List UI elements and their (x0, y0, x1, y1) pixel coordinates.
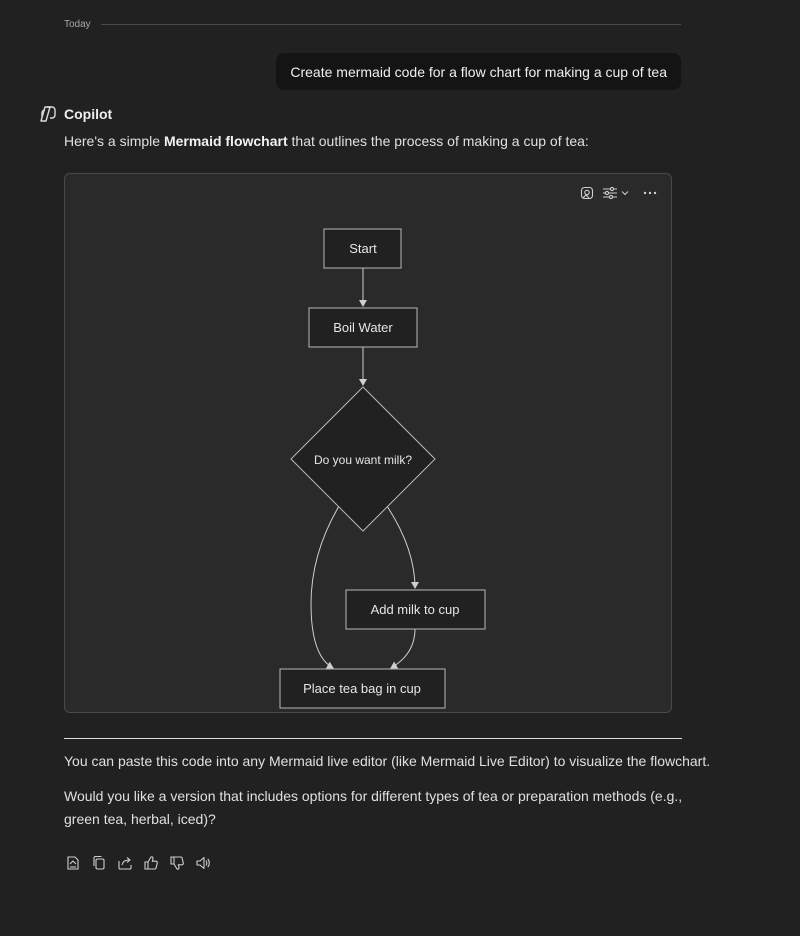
flowchart-svg (65, 174, 672, 713)
copy-icon[interactable] (90, 854, 108, 872)
node-milk (346, 590, 485, 629)
user-message-text: Create mermaid code for a flow chart for making a cup of tea (290, 63, 667, 80)
node-decision-label: Do you want milk? (313, 453, 413, 467)
node-decision (291, 387, 435, 531)
intro-bold: Mermaid flowchart (163, 133, 288, 149)
node-start (324, 229, 401, 268)
thumbs-down-icon[interactable] (168, 854, 186, 872)
intro-after: that outlines the process of making a cup of tea: (287, 133, 589, 149)
section-divider (64, 738, 682, 739)
assistant-header (38, 104, 112, 124)
edge-decision-milk (387, 506, 415, 588)
edge-decision-teabag (311, 506, 339, 668)
node-teabag-label: Place tea bag in cup (303, 681, 421, 696)
speaker-icon[interactable] (194, 854, 212, 872)
mermaid-diagram-card (64, 173, 672, 713)
share-icon[interactable] (116, 854, 134, 872)
assistant-name: Copilot (64, 106, 113, 122)
node-start-label: Start (349, 241, 377, 256)
thumbs-up-icon[interactable] (142, 854, 160, 872)
edge-milk-teabag (391, 629, 415, 668)
date-label: Today (64, 18, 91, 30)
intro-before: Here's a simple (64, 133, 164, 149)
paste-instructions-text: You can paste this code into any Mermaid live editor (like Mermaid Live Editor) to visualize the flowchart. (64, 753, 711, 769)
node-teabag (280, 669, 445, 708)
divider-line (101, 24, 681, 25)
copilot-logo-icon (38, 104, 58, 124)
user-message-bubble (276, 53, 681, 90)
message-actions (64, 854, 212, 872)
page-icon[interactable] (64, 854, 82, 872)
date-divider (64, 17, 681, 31)
node-milk-label: Add milk to cup (370, 602, 460, 617)
node-boil-label: Boil Water (333, 320, 393, 335)
intro-text (64, 133, 589, 149)
node-boil (309, 308, 417, 347)
follow-up-question-text: Would you like a version that includes options for different types of tea or preparation methods (e.g., green tea, herbal, iced)? (64, 788, 683, 827)
